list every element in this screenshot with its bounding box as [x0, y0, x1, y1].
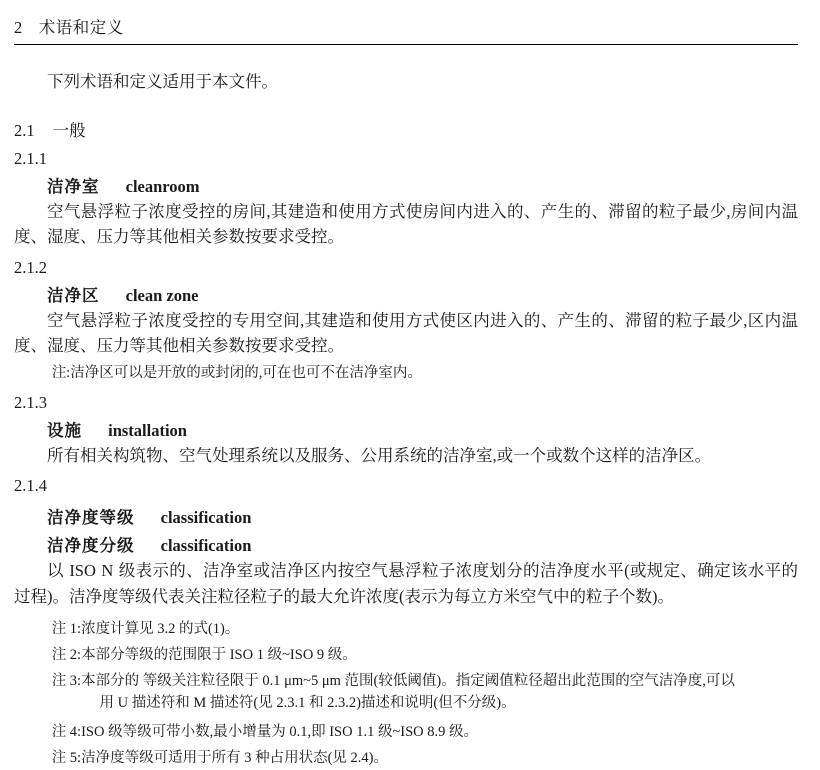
- term-chinese: 洁净度等级: [47, 508, 135, 528]
- clause-note: [14, 619, 798, 641]
- term-chinese: 洁净区: [47, 285, 100, 305]
- term-english: installation: [108, 420, 187, 440]
- term-chinese: 设施: [47, 420, 82, 440]
- term-chinese: 洁净室: [47, 176, 100, 196]
- term-english: classification: [160, 508, 252, 528]
- note-label: 注 2:: [51, 647, 82, 663]
- note-text-continued: 用 U 描述符和 M 描述符(见 2.3.1 和 2.3.2)描述和说明(但不分级)。: [99, 694, 516, 711]
- clause-number: 2.1.1: [14, 148, 47, 168]
- term-line: [14, 282, 798, 306]
- chapter-title: 术语和定义: [38, 18, 124, 37]
- clause-block: [14, 476, 798, 770]
- clause-block: [14, 258, 798, 385]
- note-label: 注:: [51, 364, 71, 381]
- clause-definition: 以 ISO N 级表示的、洁净室或洁净区内按空气悬浮粒子浓度划分的洁净度水平(或规定、确定该水平的过程)。洁净度等级代表关注粒径粒子的最大允许浓度(表示为每立方米空气中的粒子个数)。: [14, 561, 798, 606]
- term-english-alt: classification: [160, 536, 252, 556]
- clause-note: [14, 363, 798, 385]
- clause-block: [14, 393, 798, 469]
- header-divider: [14, 44, 798, 45]
- clause-number: 2.1.4: [14, 476, 47, 496]
- clause-definition: 空气悬浮粒子浓度受控的专用空间,其建造和使用方式使区内进入的、产生的、滞留的粒子最少,区内温度、湿度、压力等其他相关参数按要求受控。: [14, 310, 798, 356]
- term-english: cleanroom: [125, 176, 200, 196]
- section-number: 2.1: [14, 120, 35, 140]
- intro-paragraph: 下列术语和定义适用于本文件。: [47, 72, 278, 91]
- clause-note: [14, 671, 798, 715]
- clause-note: [14, 722, 798, 744]
- clause-note: [14, 645, 798, 667]
- term-english: clean zone: [125, 285, 199, 305]
- term-line-alt: [14, 532, 798, 556]
- clause-definition: 所有相关构筑物、空气处理系统以及服务、公用系统的洁净室,或一个或数个这样的洁净区。: [47, 445, 712, 465]
- note-text: 洁净度等级可适用于所有 3 种占用状态(见 2.4)。: [81, 750, 388, 766]
- clause-block: [14, 149, 798, 250]
- clause-definition: 空气悬浮粒子浓度受控的房间,其建造和使用方式使房间内进入的、产生的、滞留的粒子最少,房间内温度、湿度、压力等其他相关参数按要求受控。: [14, 201, 798, 247]
- chapter-heading: [14, 14, 798, 38]
- term-line: [14, 417, 798, 441]
- clause-number: 2.1.2: [14, 257, 47, 277]
- note-text: 本部分等级的范围限于 ISO 1 级~ISO 9 级。: [81, 647, 357, 663]
- note-text: ISO 级等级可带小数,最小增量为 0.1,即 ISO 1.1 级~ISO 8.9 级。: [81, 724, 479, 741]
- note-label: 注 4:: [51, 724, 82, 741]
- term-chinese-alt: 洁净度分级: [47, 536, 135, 556]
- note-text: 洁净区可以是开放的或封闭的,可在也可不在洁净室内。: [70, 364, 422, 381]
- clause-number: 2.1.3: [14, 392, 47, 412]
- clause-note: [14, 748, 798, 770]
- chapter-number: 2: [14, 18, 23, 37]
- term-line: [14, 504, 798, 528]
- note-label: 注 3:: [51, 672, 82, 689]
- note-text: 浓度计算见 3.2 的式(1)。: [81, 621, 240, 638]
- section-title: 一般: [52, 120, 86, 140]
- section-heading: [14, 117, 798, 141]
- note-label: 注 1:: [51, 621, 82, 638]
- term-line: [14, 173, 798, 197]
- note-text: 本部分的 等级关注粒径限于 0.1 μm~5 μm 范围(较低阈值)。指定阈值粒径超出此范围的空气洁净度,可以: [81, 672, 735, 689]
- note-label: 注 5:: [51, 750, 82, 766]
